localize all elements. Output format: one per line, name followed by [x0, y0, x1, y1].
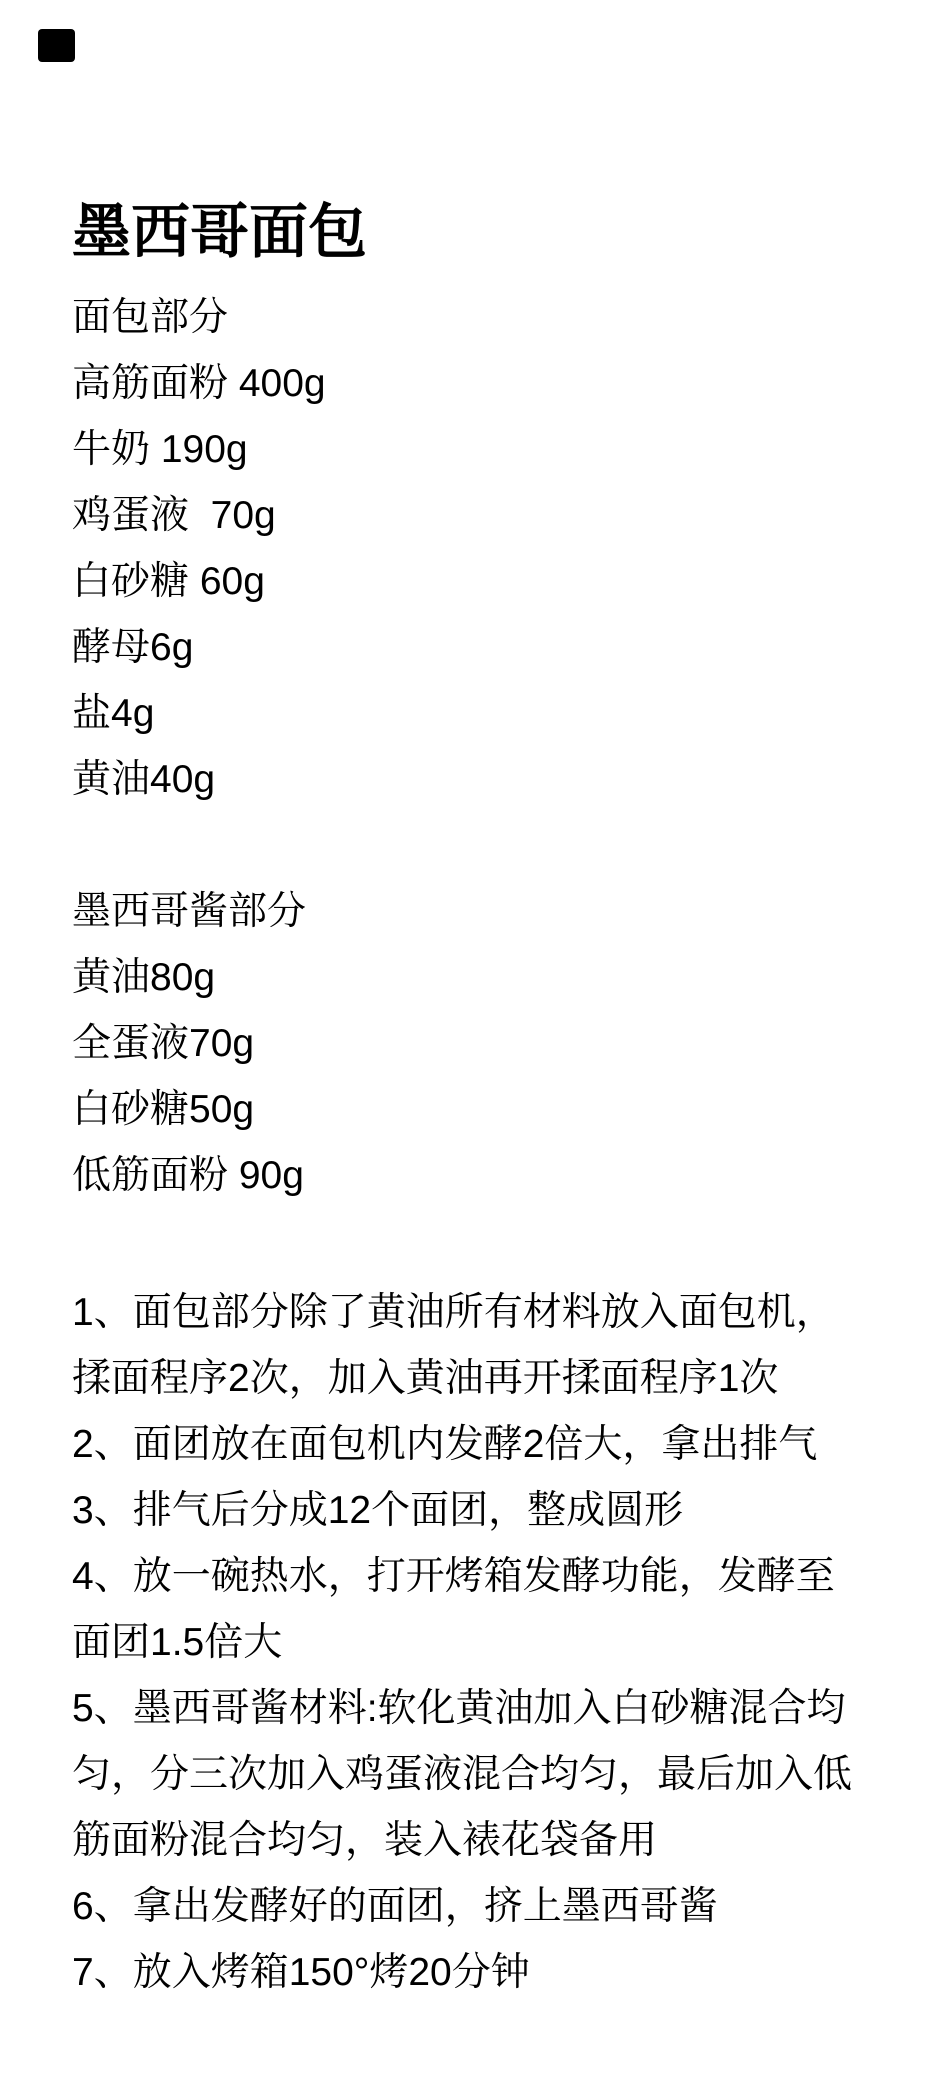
text-line: 5、墨西哥酱材料:软化黄油加入白砂糖混合均 — [72, 1687, 846, 1730]
ingredients-section-sauce — [72, 879, 890, 1209]
text-line: 黄油80g — [72, 956, 216, 999]
text-line: 筋面粉混合均匀，装入裱花袋备用 — [72, 1819, 658, 1862]
text-line: 黄油40g — [72, 758, 216, 801]
ingredients-section-bread — [72, 285, 890, 813]
text-line: 酵母6g — [72, 626, 194, 669]
text-line: 7、放入烤箱150°烤20分钟 — [72, 1951, 530, 1994]
text-line: 墨西哥酱部分 — [72, 890, 307, 933]
text-line: 低筋面粉 90g — [72, 1154, 304, 1197]
text-line: 面团1.5倍大 — [72, 1621, 283, 1664]
text-line: 2、面团放在面包机内发酵2倍大，拿出排气 — [72, 1423, 818, 1466]
text-line: 面包部分 — [72, 296, 229, 339]
text-line: 盐4g — [72, 692, 155, 735]
corner-mark-icon — [38, 29, 75, 62]
text-line: 1、面包部分除了黄油所有材料放入面包机， — [72, 1291, 835, 1334]
text-line: 匀，分三次加入鸡蛋液混合均匀，最后加入低 — [72, 1753, 853, 1796]
text-line: 白砂糖50g — [72, 1088, 255, 1131]
text-line: 鸡蛋液 70g — [72, 494, 276, 537]
text-line: 全蛋液70g — [72, 1022, 255, 1065]
text-line: 牛奶 190g — [72, 428, 248, 471]
text-line: 高筋面粉 400g — [72, 362, 326, 405]
text-line: 6、拿出发酵好的面团，挤上墨西哥酱 — [72, 1885, 718, 1928]
text-line: 4、放一碗热水，打开烤箱发酵功能，发酵至 — [72, 1555, 835, 1598]
text-line: 白砂糖 60g — [72, 560, 265, 603]
page-title: 墨西哥面包 — [72, 198, 368, 265]
instruction-steps — [72, 1280, 890, 2006]
text-line: 揉面程序2次，加入黄油再开揉面程序1次 — [72, 1357, 779, 1400]
text-line: 3、排气后分成12个面团，整成圆形 — [72, 1489, 684, 1532]
